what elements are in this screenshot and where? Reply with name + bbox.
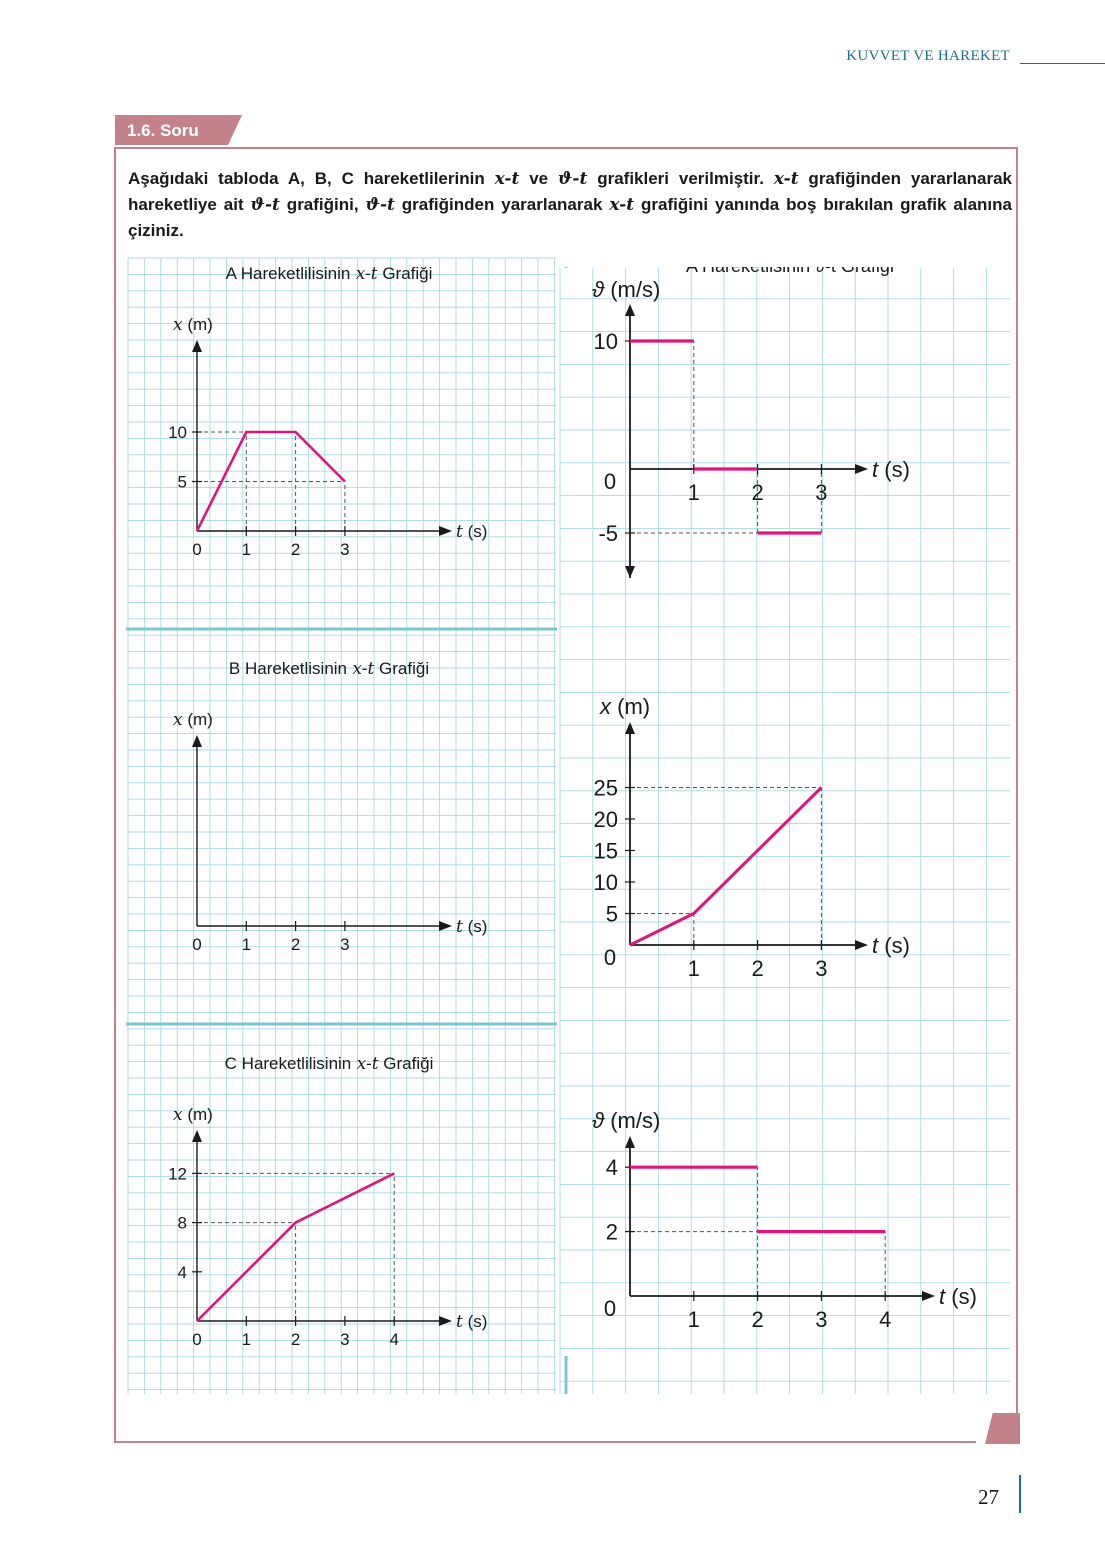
x-axis-label: t (s) bbox=[456, 1312, 488, 1332]
math-term: ϑ-t bbox=[250, 195, 280, 215]
x-tick-label: 0 bbox=[192, 1330, 202, 1349]
x-axis-label: t (s) bbox=[456, 522, 488, 542]
question-number: 1.6. Soru bbox=[127, 121, 199, 140]
y-axis-label: x (m) bbox=[173, 1105, 213, 1125]
chart-title: A Hareketlilisinin x-t Grafiği bbox=[225, 264, 433, 284]
page-number: 27 bbox=[978, 1485, 999, 1509]
chart-title: C Hareketlilisinin x-t Grafiği bbox=[224, 1054, 434, 1074]
math-term: x-t bbox=[773, 169, 799, 189]
y-axis-arrow bbox=[625, 1136, 635, 1148]
y-tick-label: -5 bbox=[598, 521, 618, 546]
x-axis-arrow bbox=[439, 526, 452, 536]
x-axis-arrow bbox=[922, 1291, 935, 1301]
x-tick-label: 1 bbox=[241, 935, 252, 954]
y-tick-label: 12 bbox=[168, 1164, 187, 1184]
y-tick-label: 10 bbox=[168, 423, 187, 442]
x-axis-arrow bbox=[855, 940, 868, 950]
x-tick-label: 2 bbox=[751, 956, 764, 981]
x-tick-label: 2 bbox=[751, 1307, 764, 1332]
x-tick-label: 3 bbox=[815, 480, 828, 505]
x-axis-label: t (s) bbox=[872, 933, 910, 958]
question-fragment: grafiğini yanında boş bırakılan grafik alanına çiziniz. bbox=[128, 195, 1012, 240]
x-tick-label: 1 bbox=[687, 1307, 700, 1332]
x-tick-label: 3 bbox=[815, 956, 828, 981]
right-grid bbox=[560, 266, 1010, 1394]
origin-label: 0 bbox=[603, 945, 617, 970]
x-axis-label: t (s) bbox=[872, 457, 910, 482]
x-tick-label: 3 bbox=[340, 935, 350, 954]
section-title: KUVVET VE HAREKET bbox=[846, 48, 1010, 64]
x-tick-label: 0 bbox=[192, 540, 202, 559]
y-tick-label: 4 bbox=[177, 1262, 187, 1282]
chart-title: B Hareketlisinin x-t Grafiği bbox=[228, 659, 430, 679]
math-term: x-t bbox=[609, 195, 635, 215]
y-tick-label: 8 bbox=[177, 1213, 187, 1233]
x-tick-label: 2 bbox=[751, 480, 764, 505]
y-tick-label: 4 bbox=[605, 1155, 618, 1181]
y-axis-label: ϑ (m/s) bbox=[592, 277, 661, 302]
left-grid bbox=[128, 258, 556, 1394]
x-tick-label: 4 bbox=[879, 1307, 892, 1332]
question-fragment: grafiğinden yararlanarak hareketliye ait bbox=[128, 169, 1012, 214]
x-tick-label: 1 bbox=[241, 540, 252, 559]
y-axis-arrow-down bbox=[625, 566, 635, 578]
x-tick-label: 1 bbox=[241, 1330, 252, 1349]
y-axis-arrow bbox=[625, 722, 635, 734]
x-axis-arrow bbox=[439, 1316, 452, 1326]
x-axis-label: t (s) bbox=[456, 917, 488, 937]
math-term: ϑ-t bbox=[557, 169, 588, 189]
x-tick-label: 1 bbox=[687, 480, 700, 505]
x-tick-label: 1 bbox=[687, 956, 700, 981]
page-number-bar bbox=[1019, 1475, 1021, 1513]
x-tick-label: 2 bbox=[290, 935, 301, 954]
x-tick-label: 2 bbox=[290, 1330, 301, 1349]
x-tick-label: 3 bbox=[340, 1330, 350, 1349]
x-tick-label: 3 bbox=[815, 1307, 828, 1332]
y-axis-label: x (m) bbox=[173, 710, 213, 730]
x-tick-label: 3 bbox=[340, 540, 350, 559]
x-axis-label: t (s) bbox=[939, 1284, 977, 1309]
y-tick-label: 2 bbox=[605, 1219, 618, 1245]
y-tick-label: 10 bbox=[593, 870, 618, 895]
y-axis-arrow bbox=[625, 304, 635, 316]
x-axis-arrow bbox=[855, 464, 868, 474]
y-axis-label: ϑ (m/s) bbox=[592, 1108, 661, 1133]
y-tick-label: 5 bbox=[177, 472, 187, 492]
math-term: ϑ-t bbox=[365, 195, 395, 215]
origin-label: 0 bbox=[603, 1296, 617, 1321]
question-fragment: grafiğinden yararlanarak bbox=[394, 195, 610, 214]
math-term: x-t bbox=[494, 169, 520, 189]
x-tick-label: 0 bbox=[192, 935, 202, 954]
origin-label: 0 bbox=[603, 469, 617, 494]
question-fragment: grafikleri verilmiştir. bbox=[587, 169, 774, 188]
y-tick-label: 25 bbox=[593, 775, 618, 801]
x-tick-label: 4 bbox=[389, 1330, 399, 1349]
y-axis-label: x (m) bbox=[600, 694, 651, 719]
x-tick-label: 2 bbox=[290, 540, 301, 559]
chart-title-mask bbox=[560, 258, 1012, 267]
y-axis-label: x (m) bbox=[173, 315, 213, 335]
y-tick-label: 15 bbox=[593, 838, 618, 864]
y-tick-label: 10 bbox=[593, 329, 618, 354]
y-tick-label: 5 bbox=[605, 901, 618, 927]
x-axis-arrow bbox=[439, 921, 452, 931]
question-fragment: ve bbox=[519, 169, 558, 188]
y-tick-label: 20 bbox=[593, 807, 618, 832]
question-fragment: Aşağıdaki tabloda A, B, C hareketlilerinin bbox=[128, 169, 495, 188]
question-fragment: grafiğini, bbox=[279, 195, 366, 214]
